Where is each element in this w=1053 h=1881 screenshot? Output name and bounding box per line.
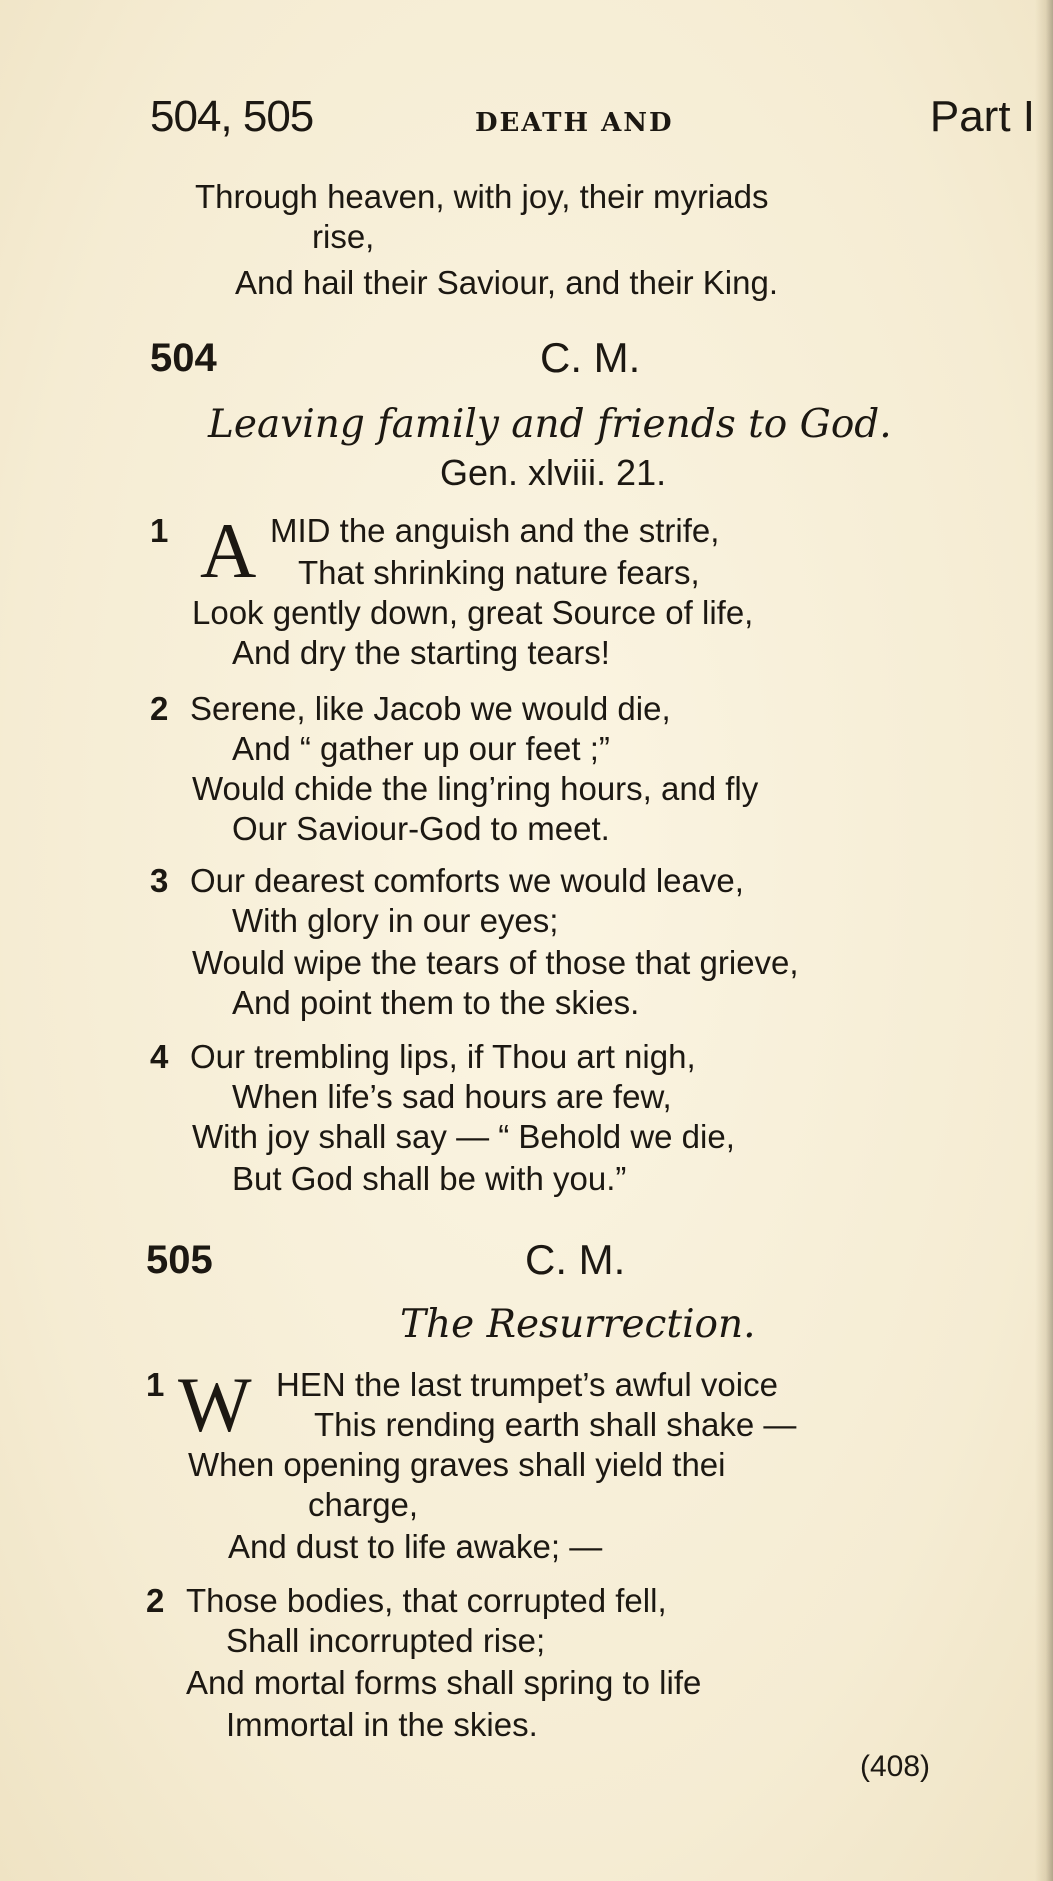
verse-line: Would wipe the tears of those that grieve, — [192, 944, 799, 981]
header-hymn-numbers: 504, 505 — [150, 92, 314, 141]
verse-line: That shrinking nature fears, — [298, 554, 700, 591]
hymn-meter: C. M. — [540, 334, 641, 381]
verse-line: When life’s sad hours are few, — [232, 1078, 672, 1115]
verse-number: 1 — [150, 512, 169, 549]
page-edge — [1035, 0, 1053, 1881]
page-number: (408) — [860, 1750, 931, 1783]
verse-line: And point them to the skies. — [232, 984, 640, 1021]
verse-number: 3 — [150, 862, 169, 899]
verse-line: MID the anguish and the strife, — [270, 512, 720, 549]
carryover-line: And hail their Saviour, and their King. — [235, 264, 779, 301]
verse-line: charge, — [308, 1486, 419, 1523]
verse-line: HEN the last trumpet’s awful voice — [276, 1366, 778, 1403]
hymn-title: The Resurrection. — [400, 1302, 756, 1347]
verse-line: Shall incorrupted rise; — [226, 1622, 546, 1659]
verse-number: 4 — [150, 1038, 169, 1075]
verse-number: 2 — [150, 690, 169, 727]
hymn-meter: C. M. — [525, 1236, 626, 1283]
verse-line: With joy shall say — “ Behold we die, — [192, 1118, 735, 1155]
verse-line: And dust to life awake; — — [228, 1528, 603, 1565]
scripture-reference: Gen. xlviii. 21. — [440, 452, 667, 493]
verse-line: With glory in our eyes; — [232, 902, 559, 939]
drop-cap: A — [200, 507, 257, 594]
running-header — [150, 92, 1035, 148]
header-part-label: Part I — [929, 92, 1035, 141]
verse-line: Our dearest comforts we would leave, — [190, 862, 744, 899]
verse-line: Immortal in the skies. — [226, 1706, 538, 1743]
hymn-title: Leaving family and friends to God. — [208, 402, 892, 447]
header-section-title: DEATH AND — [475, 108, 674, 138]
verse-line: And “ gather up our feet ;” — [232, 730, 610, 767]
carryover-line: rise, — [312, 218, 375, 255]
verse-number: 2 — [146, 1582, 165, 1619]
verse-line: Serene, like Jacob we would die, — [190, 690, 671, 727]
verse-line: When opening graves shall yield thei — [188, 1446, 726, 1483]
drop-cap: W — [178, 1361, 252, 1448]
verse-line: But God shall be with you.” — [232, 1160, 627, 1197]
verse-line: Our Saviour-God to meet. — [232, 810, 610, 847]
verse-line: Would chide the ling’ring hours, and fly — [192, 770, 759, 807]
verse-line: Those bodies, that corrupted fell, — [186, 1582, 667, 1619]
verse-line: Look gently down, great Source of life, — [192, 594, 754, 631]
hymn-number: 504 — [150, 336, 217, 380]
verse-line: This rending earth shall shake — — [314, 1406, 797, 1443]
verse-line: And mortal forms shall spring to life — [186, 1664, 702, 1701]
verse-line: Our trembling lips, if Thou art nigh, — [190, 1038, 696, 1075]
verse-number: 1 — [146, 1366, 165, 1403]
verse-line: And dry the starting tears! — [232, 634, 610, 671]
carryover-line: Through heaven, with joy, their myriads — [195, 178, 769, 215]
hymn-number: 505 — [146, 1238, 213, 1282]
